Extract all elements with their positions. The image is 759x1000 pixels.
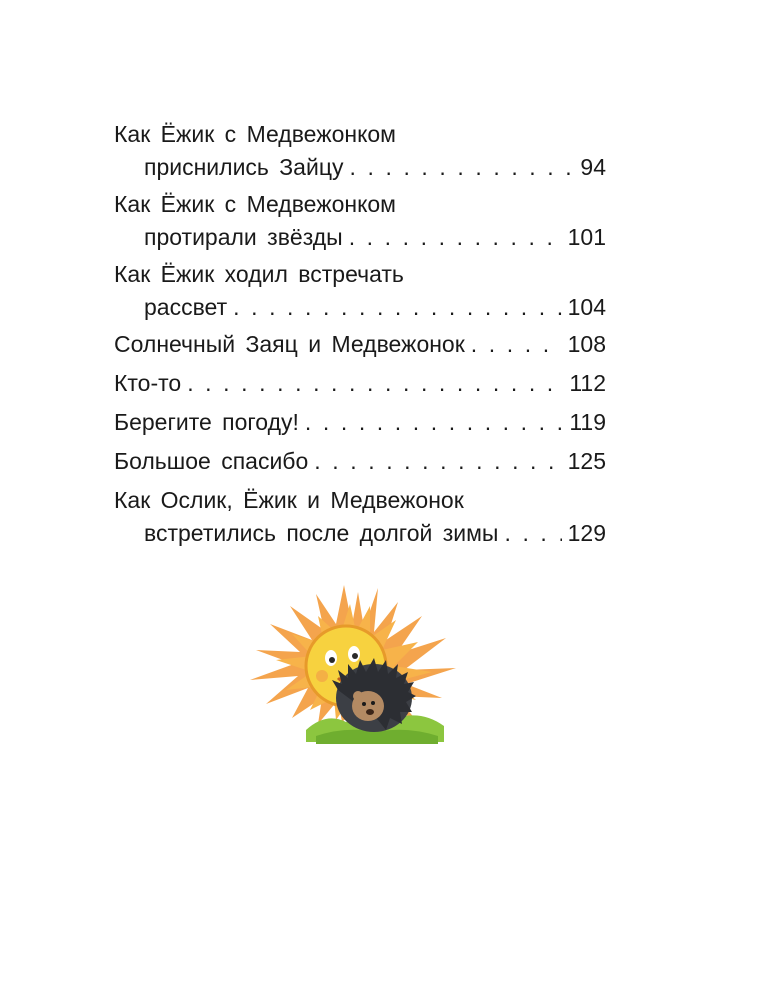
toc-entry-title-line2: рассвет: [144, 294, 228, 320]
dot-leader: [233, 291, 562, 324]
toc-page-number: 101: [567, 224, 606, 250]
dot-leader: [504, 517, 561, 550]
toc-entry[interactable]: [114, 188, 606, 254]
dot-leader: [305, 406, 563, 439]
toc-entry-title: Берегите погоду!: [114, 409, 299, 435]
dot-leader: [314, 445, 561, 478]
toc-entry-title-line1: Как Ёжик с Медвежонком: [114, 191, 396, 217]
toc-entry[interactable]: [114, 328, 606, 361]
table-of-contents: [114, 118, 606, 554]
toc-page-number: 108: [567, 331, 606, 357]
toc-entry[interactable]: [114, 367, 606, 400]
toc-page-number: 129: [567, 520, 606, 546]
toc-entry[interactable]: [114, 406, 606, 439]
sun-hedgehog-svg: [246, 580, 460, 750]
toc-page-number: 119: [569, 409, 606, 435]
toc-entry-title: Солнечный Заяц и Медвежонок: [114, 331, 465, 357]
dot-leader: [349, 221, 562, 254]
toc-entry-title-line2: приснились Зайцу: [144, 154, 344, 180]
toc-page-number: 104: [567, 294, 606, 320]
dot-leader: [187, 367, 563, 400]
toc-page-number: 94: [580, 154, 606, 180]
toc-entry[interactable]: [114, 118, 606, 184]
toc-entry-title-line1: Как Ёжик ходил встречать: [114, 261, 404, 287]
dot-leader: [471, 328, 562, 361]
toc-entry-title: Кто-то: [114, 370, 182, 396]
toc-entry-title-line2: встретились после долгой зимы: [144, 520, 499, 546]
toc-page-number: 112: [569, 370, 606, 396]
sun-and-hedgehog-illustration: [246, 580, 460, 750]
toc-entry[interactable]: [114, 258, 606, 324]
toc-entry-title: Большое спасибо: [114, 448, 309, 474]
toc-page-number: 125: [567, 448, 606, 474]
toc-entry-title-line1: Как Ёжик с Медвежонком: [114, 121, 396, 147]
toc-entry[interactable]: [114, 445, 606, 478]
dot-leader: [350, 151, 575, 184]
toc-entry-title-line1: Как Ослик, Ёжик и Медвежонок: [114, 487, 464, 513]
toc-entry[interactable]: [114, 484, 606, 550]
toc-entry-title-line2: протирали звёзды: [144, 224, 343, 250]
